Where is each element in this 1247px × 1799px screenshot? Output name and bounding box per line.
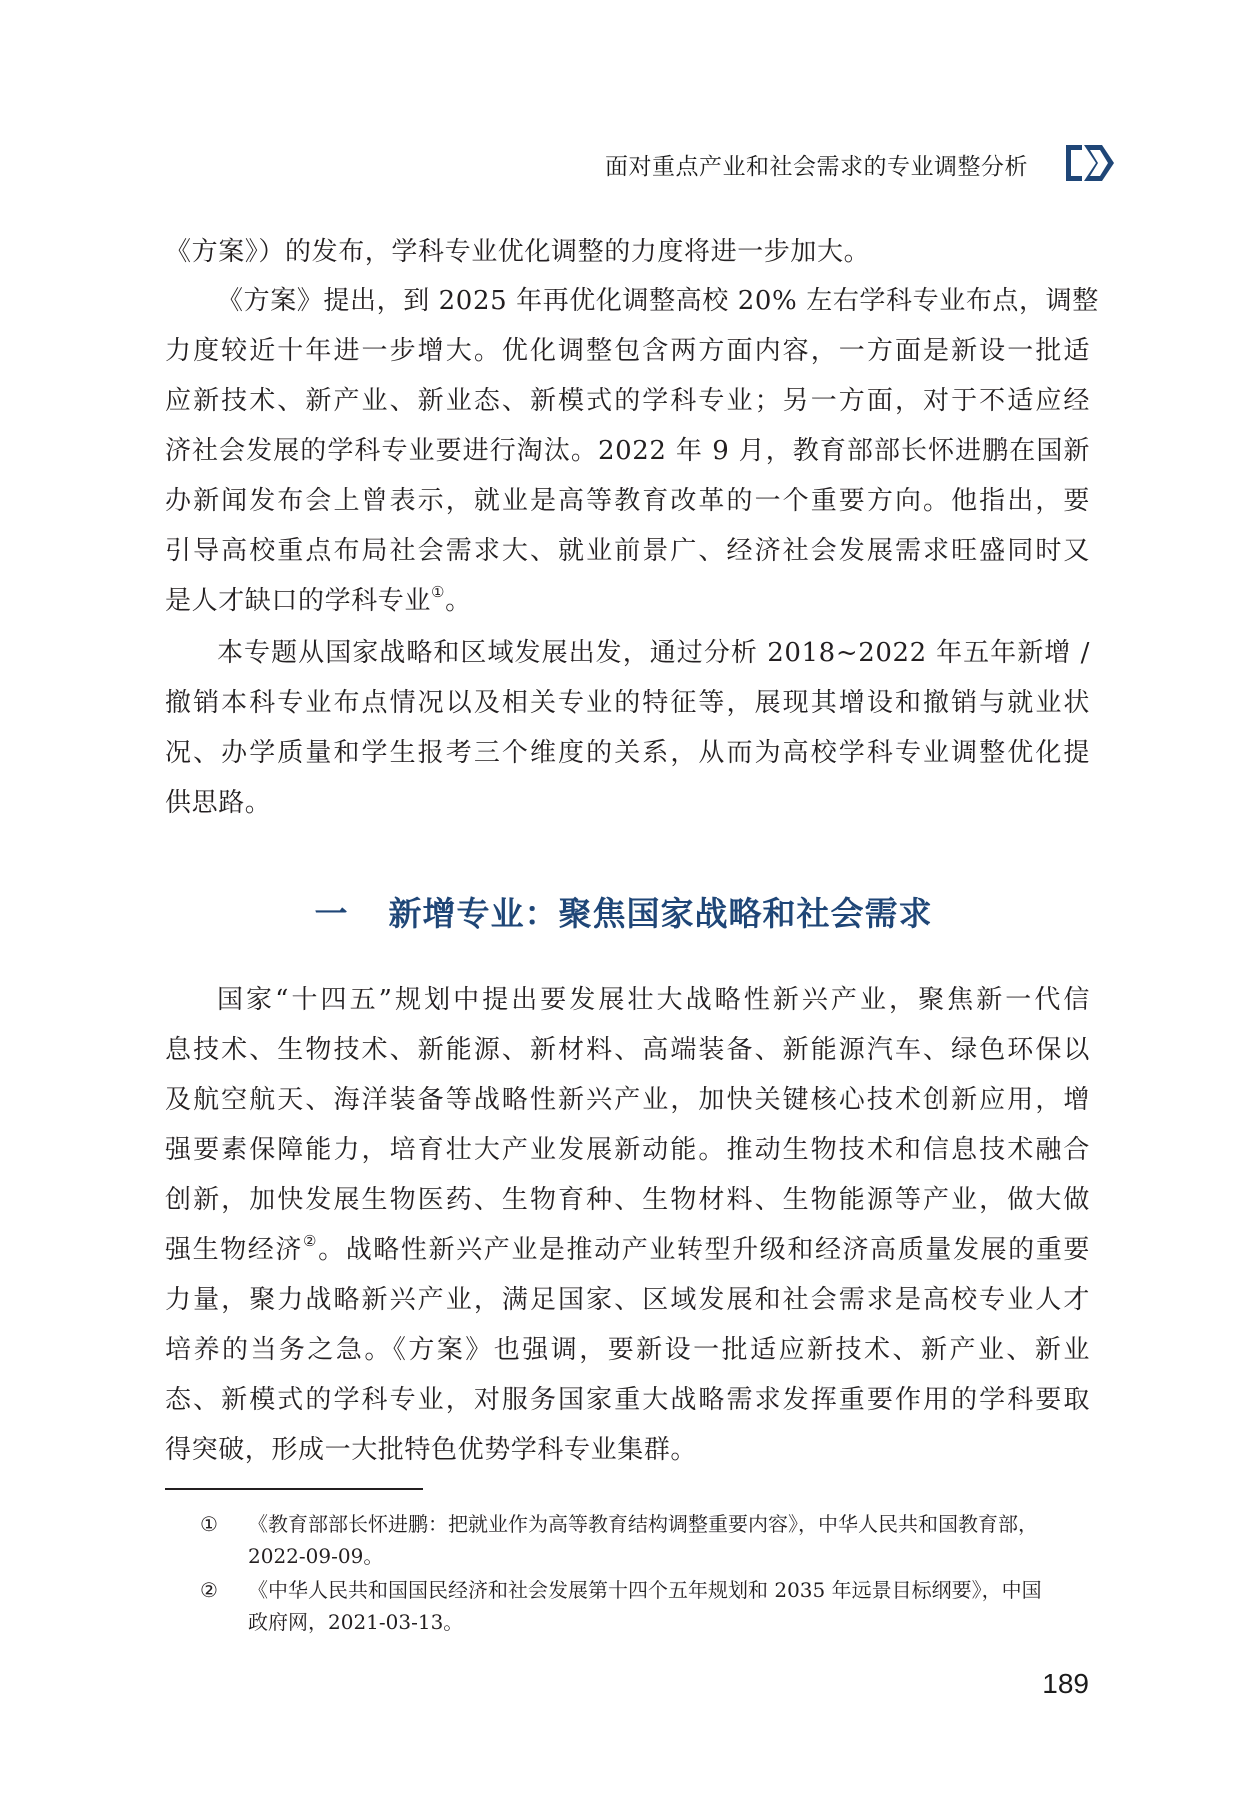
footnote-divider xyxy=(165,1488,423,1490)
running-header-title: 面对重点产业和社会需求的专业调整分析 xyxy=(605,154,1028,180)
footnotes xyxy=(200,1508,1090,1640)
text-line: 力量，聚力战略新兴产业，满足国家、区域发展和社会需求是高校专业人才 xyxy=(165,1285,1090,1315)
running-header xyxy=(160,141,1118,191)
chapter-logo-icon xyxy=(1062,141,1118,185)
paragraph-strategic-industries xyxy=(165,975,1090,1475)
footnote-mark: ① xyxy=(200,1512,218,1536)
text-line: 力度较近十年进一步增大。优化调整包含两方面内容，一方面是新设一批适 xyxy=(165,336,1090,366)
footnote-text: 2022-09-09。 xyxy=(248,1544,384,1568)
text-fragment: 强生物经济 xyxy=(165,1235,304,1265)
paragraph-plan-goals xyxy=(165,276,1099,626)
text-line: 本专题从国家战略和区域发展出发，通过分析 2018~2022 年五年新增 / xyxy=(217,638,1090,668)
text-line: 息技术、生物技术、新能源、新材料、高端装备、新能源汽车、绿色环保以 xyxy=(165,1035,1090,1065)
text-line xyxy=(165,576,1090,626)
footnote-item xyxy=(200,1508,1090,1572)
section-number: 一 xyxy=(314,894,349,933)
text-line: 强要素保障能力，培育壮大产业发展新动能。推动生物技术和信息技术融合 xyxy=(165,1135,1090,1165)
text-fragment: 。战略性新兴产业是推动产业转型升级和经济高质量发展的重要 xyxy=(318,1235,1090,1265)
footnote-text: 政府网，2021-03-13。 xyxy=(248,1610,464,1634)
text-line: 引导高校重点布局社会需求大、就业前景广、经济社会发展需求旺盛同时又 xyxy=(165,536,1090,566)
page-number: 189 xyxy=(1042,1668,1089,1699)
footnote-ref-2[interactable]: ② xyxy=(303,1232,319,1250)
footnote-ref-1[interactable]: ① xyxy=(431,583,446,601)
text-line: 及航空航天、海洋装备等战略性新兴产业，加快关键核心技术创新应用，增 xyxy=(165,1085,1090,1115)
text-line: 国家“十四五”规划中提出要发展壮大战略性新兴产业，聚焦新一代信 xyxy=(217,985,1090,1015)
text-line: 供思路。 xyxy=(165,788,272,818)
text-line xyxy=(165,1225,1090,1275)
text-line: 《方案》提出，到 2025 年再优化调整高校 20% 左右学科专业布点，调整 xyxy=(217,286,1099,316)
text-line: 况、办学质量和学生报考三个维度的关系，从而为高校学科专业调整优化提 xyxy=(165,738,1090,768)
text-fragment: 是人才缺口的学科专业 xyxy=(165,586,432,616)
text-line: 得突破，形成一大批特色优势学科专业集群。 xyxy=(165,1435,698,1465)
text-line: 态、新模式的学科专业，对服务国家重大战略需求发挥重要作用的学科要取 xyxy=(165,1385,1090,1415)
section-heading xyxy=(0,888,1247,935)
text-line: 《方案》）的发布，学科专业优化调整的力度将进一步加大。 xyxy=(165,237,871,267)
text-line: 办新闻发布会上曾表示，就业是高等教育改革的一个重要方向。他指出，要 xyxy=(165,486,1090,516)
footnote-text: 《教育部部长怀进鹏：把就业作为高等教育结构调整重要内容》，中华人民共和国教育部， xyxy=(248,1512,1038,1536)
text-line: 济社会发展的学科专业要进行淘汰。2022 年 9 月，教育部部长怀进鹏在国新 xyxy=(165,436,1090,466)
text-line: 撤销本科专业布点情况以及相关专业的特征等，展现其增设和撤销与就业状 xyxy=(165,688,1090,718)
text-line: 应新技术、新产业、新业态、新模式的学科专业；另一方面，对于不适应经 xyxy=(165,386,1090,416)
text-fragment: 。 xyxy=(445,586,472,616)
footnote-item xyxy=(200,1574,1090,1638)
paragraph-continuation xyxy=(165,227,1090,277)
footnote-text: 《中华人民共和国国民经济和社会发展第十四个五年规划和 2035 年远景目标纲要》，中国 xyxy=(248,1578,1042,1602)
paragraph-topic-intro xyxy=(165,628,1090,828)
section-title-text: 新增专业：聚焦国家战略和社会需求 xyxy=(388,894,933,933)
text-line: 培养的当务之急。《方案》也强调，要新设一批适应新技术、新产业、新业 xyxy=(165,1335,1090,1365)
text-line: 创新，加快发展生物医药、生物育种、生物材料、生物能源等产业，做大做 xyxy=(165,1185,1090,1215)
footnote-mark: ② xyxy=(200,1578,218,1602)
